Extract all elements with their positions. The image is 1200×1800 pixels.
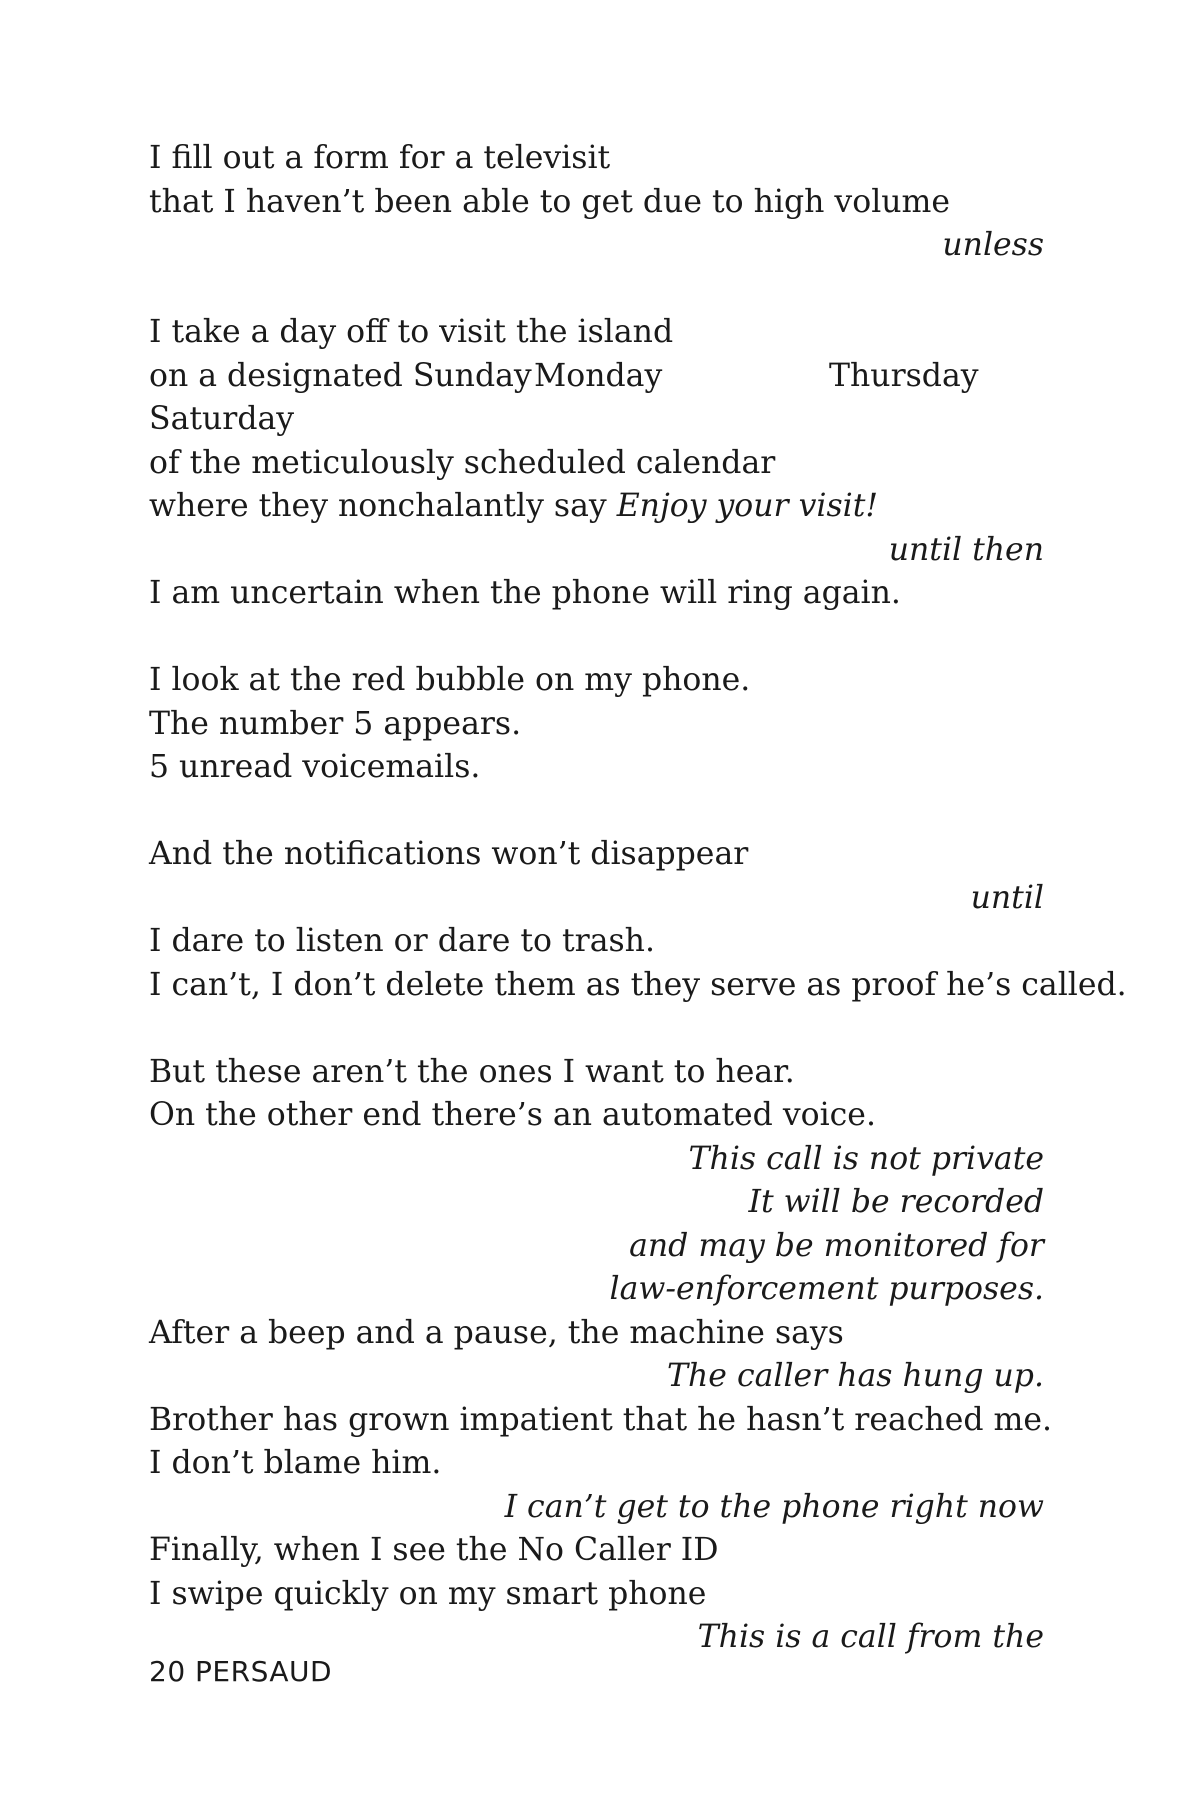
poem-line-italic-right: The caller has hung up.	[667, 1358, 1044, 1394]
poem-text: where they nonchalantly say	[149, 488, 617, 524]
poem-line-italic-right: It will be recorded	[748, 1184, 1044, 1220]
poem-line: I look at the red bubble on my phone.	[149, 662, 751, 698]
poem-line-italic-right: unless	[942, 227, 1044, 263]
poem-line: I don’t blame him.	[149, 1445, 442, 1481]
poem-line: I can’t, I don’t delete them as they serve as proof he’s called.	[149, 966, 1127, 1003]
poem-line-italic-right: law-enforcement purposes.	[609, 1271, 1044, 1307]
poem-body	[149, 137, 1127, 1660]
poem-line: of the meticulously scheduled calendar	[149, 444, 776, 481]
poem-line: I am uncertain when the phone will ring again.	[149, 575, 901, 611]
running-author: PERSAUD	[195, 1655, 333, 1688]
poem-line-italic-right: until then	[888, 531, 1044, 568]
poem-text-italic: Enjoy your visit!	[616, 488, 879, 524]
poem-line-days	[149, 355, 1044, 399]
poem-line: I swipe quickly on my smart phone	[149, 1575, 707, 1612]
poem-line-italic-right: This is a call from the	[697, 1619, 1044, 1655]
poem-line: And the notifications won’t disappear	[149, 836, 749, 872]
poem-day-sunday: on a designated Sunday	[149, 357, 532, 394]
poem-line: 5 unread voicemails.	[149, 749, 481, 785]
poem-line: Finally, when I see the No Caller ID	[149, 1532, 719, 1568]
poem-day-thursday: Thursday	[829, 357, 979, 394]
poem-line: On the other end there’s an automated voice.	[149, 1097, 876, 1133]
poem-line: I fill out a form for a televisit	[149, 140, 611, 176]
poem-line-italic-right: until	[970, 879, 1044, 916]
poem-line-italic-right: and may be monitored for	[629, 1227, 1044, 1264]
poem-line: Brother has grown impatient that he hasn’t reached me.	[149, 1401, 1053, 1438]
poem-line: But these aren’t the ones I want to hear.	[149, 1053, 795, 1090]
poem-line: that I haven’t been able to get due to high volume	[149, 183, 951, 220]
page-footer	[149, 1655, 332, 1688]
poem-line: The number 5 appears.	[149, 705, 522, 742]
page-number: 20	[149, 1655, 186, 1688]
poem-line: Saturday	[149, 401, 295, 437]
poem-line: After a beep and a pause, the machine says	[149, 1314, 844, 1351]
poem-day-monday: Monday	[534, 357, 663, 394]
poem-line-italic-right: I can’t get to the phone right now	[504, 1488, 1044, 1525]
poem-line-italic-right: This call is not private	[688, 1140, 1044, 1177]
poem-line: I take a day off to visit the island	[149, 314, 674, 350]
poem-line-mixed	[149, 485, 1044, 529]
poem-line: I dare to listen or dare to trash.	[149, 923, 655, 959]
